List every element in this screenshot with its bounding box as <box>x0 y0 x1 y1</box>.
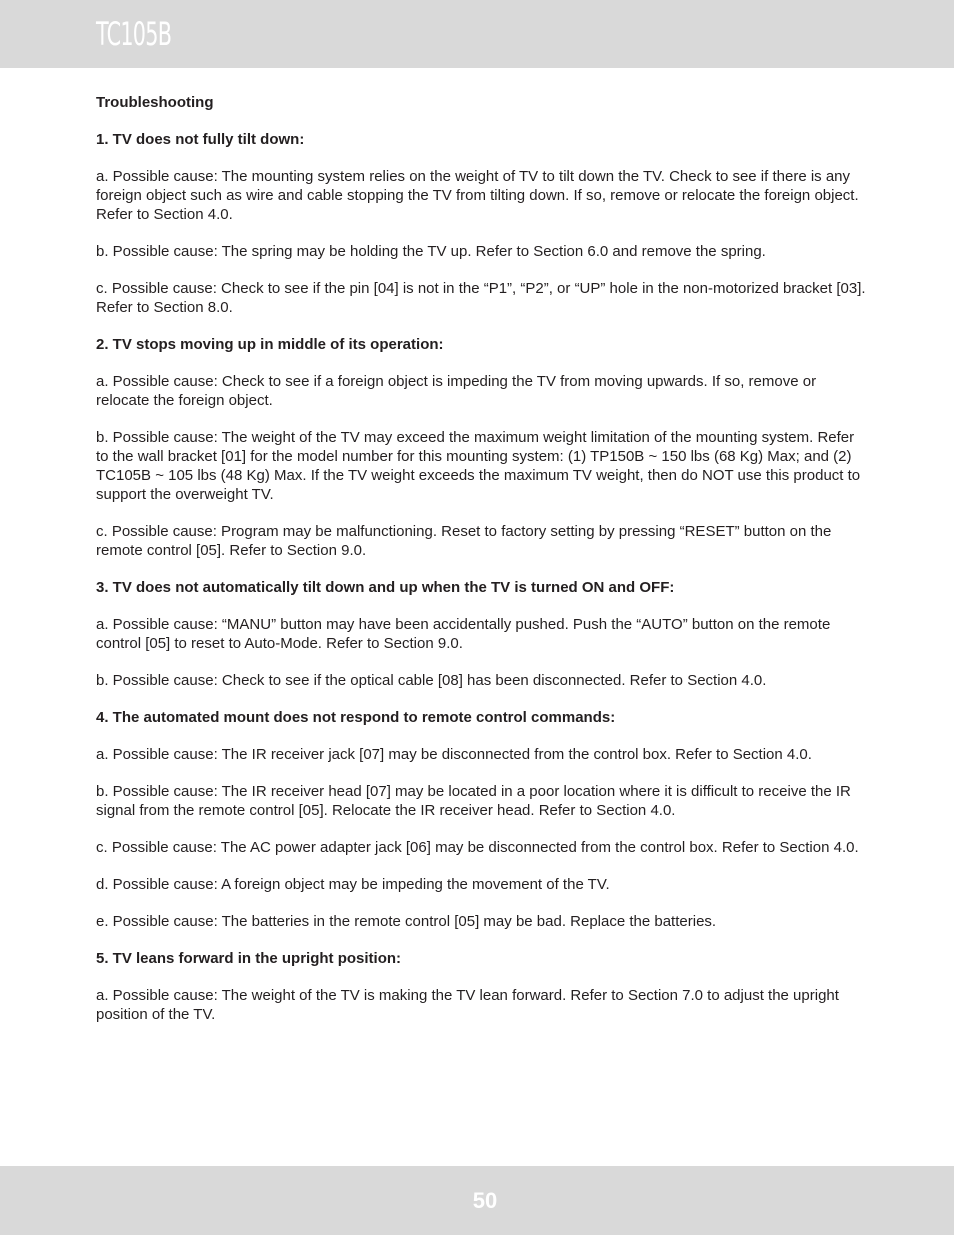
cause-paragraph: e. Possible cause: The batteries in the remote control [05] may be bad. Replace the batteries. <box>96 913 717 930</box>
footer-bar <box>0 1166 954 1235</box>
section-heading: 1. TV does not fully tilt down: <box>96 131 305 148</box>
header-bar <box>0 0 954 68</box>
document-body <box>96 93 866 1042</box>
cause-paragraph: c. Possible cause: Check to see if the pin [04] is not in the “P1”, “P2”, or “UP” hole in the non-motorized bracket [03]. Refer to Section 8.0. <box>96 280 866 316</box>
cause-paragraph: a. Possible cause: The IR receiver jack [07] may be disconnected from the control box. Refer to Section 4.0. <box>96 746 812 763</box>
cause-paragraph: a. Possible cause: The mounting system relies on the weight of TV to tilt down the TV. Check to see if there is any foreign object such as wire and cable stopping the TV from tilting down. If so, remove or relocate the foreign object. Refer to Section 4.0. <box>96 168 859 223</box>
cause-paragraph: a. Possible cause: “MANU” button may have been accidentally pushed. Push the “AUTO” button on the remote control [05] to reset to Auto-Mode. Refer to Section 9.0. <box>96 616 831 652</box>
section-heading: 3. TV does not automatically tilt down and up when the TV is turned ON and OFF: <box>96 579 675 596</box>
section-heading: 4. The automated mount does not respond to remote control commands: <box>96 709 616 726</box>
cause-paragraph: b. Possible cause: The weight of the TV may exceed the maximum weight limitation of the mounting system. Refer to the wall bracket [01] for the model number for this mounting system: (1) TP150B ~ 150 lbs (68 Kg) Max; and (2) TC105B ~ 105 lbs (48 Kg) Max. If the TV weight exceeds the maximum TV weight, then do NOT use this product to support the overweight TV. <box>96 429 861 503</box>
cause-paragraph: c. Possible cause: The AC power adapter jack [06] may be disconnected from the control box. Refer to Section 4.0. <box>96 839 859 856</box>
cause-paragraph: d. Possible cause: A foreign object may be impeding the movement of the TV. <box>96 876 610 893</box>
section-heading: 5. TV leans forward in the upright position: <box>96 950 402 967</box>
page-title: Troubleshooting <box>96 94 214 111</box>
page-number: 50 <box>472 1188 498 1213</box>
cause-paragraph: a. Possible cause: The weight of the TV is making the TV lean forward. Refer to Section 7.0 to adjust the upright position of the TV. <box>96 987 839 1023</box>
model-title: TC105B <box>96 15 172 53</box>
cause-paragraph: c. Possible cause: Program may be malfunctioning. Reset to factory setting by pressing “RESET” button on the remote control [05]. Refer to Section 9.0. <box>96 523 832 559</box>
cause-paragraph: b. Possible cause: Check to see if the optical cable [08] has been disconnected. Refer to Section 4.0. <box>96 672 767 689</box>
cause-paragraph: b. Possible cause: The spring may be holding the TV up. Refer to Section 6.0 and remove the spring. <box>96 243 766 260</box>
cause-paragraph: b. Possible cause: The IR receiver head [07] may be located in a poor location where it is difficult to receive the IR signal from the remote control [05]. Relocate the IR receiver head. Refer to Section 4.0. <box>96 783 851 819</box>
cause-paragraph: a. Possible cause: Check to see if a foreign object is impeding the TV from moving upwards. If so, remove or relocate the foreign object. <box>96 373 817 409</box>
section-heading: 2. TV stops moving up in middle of its operation: <box>96 336 444 353</box>
